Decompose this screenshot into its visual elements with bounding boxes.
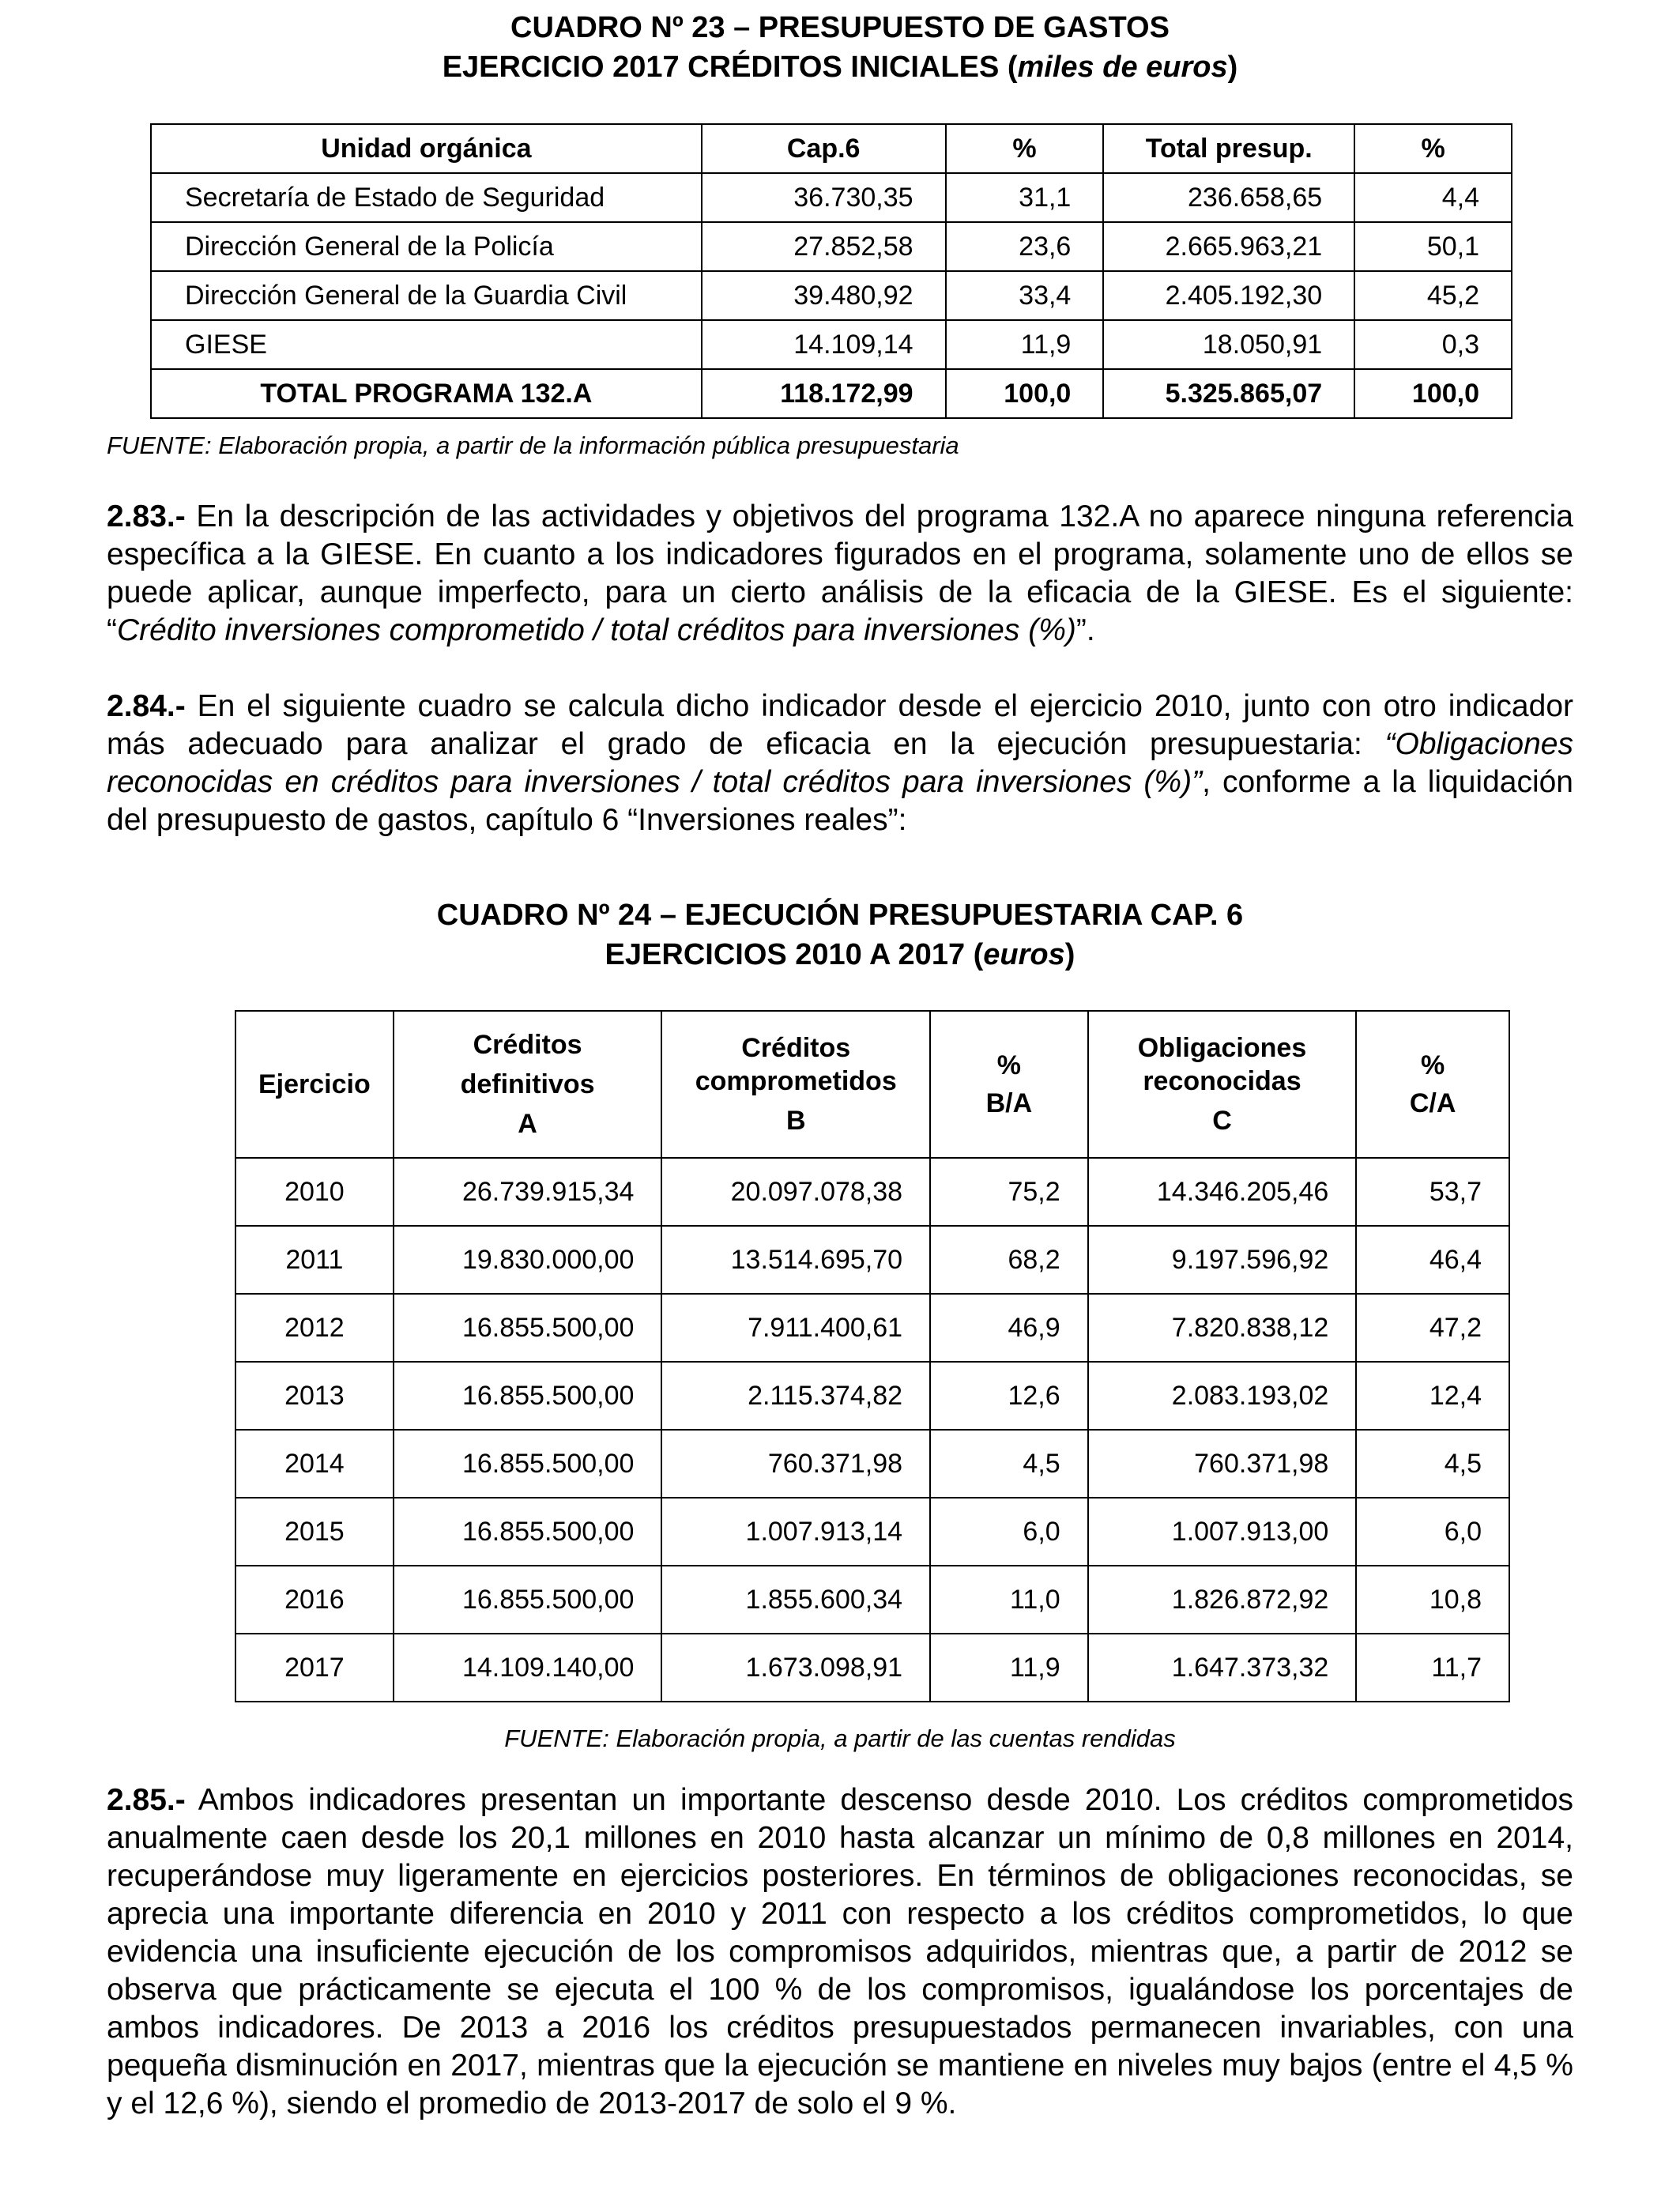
table-cell: 0,3	[1354, 320, 1512, 369]
paragraph-2-84: 2.84.- En el siguiente cuadro se calcula dicho indicador desde el ejercicio 2010, junto con otro indicador más adecuado para analizar el grado de eficacia en la ejecución presupuestaria: “Obligaciones reconocidas en créditos para inversiones / total créditos para inversiones (%)”, conforme a la liquidación del presupuesto de gastos, capítulo 6 “Inversiones reales”:	[107, 689, 1574, 837]
table-row	[235, 1158, 1509, 1226]
table-row	[151, 320, 1512, 369]
table-cell: 2012	[235, 1294, 394, 1362]
table-cell: 47,2	[1356, 1294, 1509, 1362]
table-cell: 1.647.373,32	[1088, 1634, 1357, 1702]
column-header: Obligaciones reconocidas C	[1088, 1011, 1357, 1158]
table-cell: 26.739.915,34	[394, 1158, 662, 1226]
table-cell: 5.325.865,07	[1103, 369, 1354, 418]
table-cell: Dirección General de la Policía	[151, 222, 702, 271]
table-cell: 1.855.600,34	[661, 1566, 930, 1634]
column-header: %	[946, 124, 1104, 173]
table-cell: 236.658,65	[1103, 173, 1354, 222]
table-cell: 2014	[235, 1430, 394, 1498]
table-header-row	[235, 1011, 1509, 1158]
column-header: Créditos definitivos A	[394, 1011, 662, 1158]
table-cell: 50,1	[1354, 222, 1512, 271]
paragraph-2-85: 2.85.- Ambos indicadores presentan un importante descenso desde 2010. Los créditos comprometidos anualmente caen desde los 20,1 millones en 2010 hasta alcanzar un mínimo de 0,8 millones en 2014, recuperándose muy ligeramente en ejercicios posteriores. En términos de obligaciones reconocidas, se aprecia una importante diferencia en 2010 y 2011 con respecto a los créditos comprometidos, lo que evidencia una insuficiente ejecución de los compromisos adquiridos, mientras que, a partir de 2012 se observa que prácticamente se ejecuta el 100 % de los compromisos, igualándose los porcentajes de ambos indicadores. De 2013 a 2016 los créditos presupuestados permanecen invariables, con una pequeña disminución en 2017, mientras que la ejecución se mantiene en niveles muy bajos (entre el 4,5 % y el 12,6 %), siendo el promedio de 2013-2017 de solo el 9 %.	[107, 1783, 1573, 2120]
table-cell: 7.820.838,12	[1088, 1294, 1357, 1362]
table-cell: 33,4	[946, 271, 1104, 320]
table-cell: 16.855.500,00	[394, 1430, 662, 1498]
table-cell: 11,9	[946, 320, 1104, 369]
table-cell: 1.007.913,14	[661, 1498, 930, 1566]
table-cell: 11,9	[930, 1634, 1088, 1702]
table-cell: 31,1	[946, 173, 1104, 222]
table23-title-line2: EJERCICIO 2017 CRÉDITOS INICIALES (miles de euros)	[442, 51, 1238, 84]
table-cell: 10,8	[1356, 1566, 1509, 1634]
column-header: % C/A	[1356, 1011, 1509, 1158]
table-cell: 2.115.374,82	[661, 1362, 930, 1430]
table-cell: 2.665.963,21	[1103, 222, 1354, 271]
table-cell: 11,0	[930, 1566, 1088, 1634]
table-cell: 16.855.500,00	[394, 1566, 662, 1634]
table-cell: 20.097.078,38	[661, 1158, 930, 1226]
table-cell: 12,6	[930, 1362, 1088, 1430]
table-cell: 1.007.913,00	[1088, 1498, 1357, 1566]
table-cell: 46,4	[1356, 1226, 1509, 1294]
table-cell: 2015	[235, 1498, 394, 1566]
table-cell: 2.083.193,02	[1088, 1362, 1357, 1430]
table-cell: 19.830.000,00	[394, 1226, 662, 1294]
budget-table-23	[150, 123, 1512, 419]
table-row	[151, 173, 1512, 222]
column-header: % B/A	[930, 1011, 1088, 1158]
column-header: Unidad orgánica	[151, 124, 702, 173]
table-cell: 100,0	[946, 369, 1104, 418]
table-cell: 13.514.695,70	[661, 1226, 930, 1294]
table-cell: 16.855.500,00	[394, 1362, 662, 1430]
table-cell: TOTAL PROGRAMA 132.A	[151, 369, 702, 418]
table24-title-line2: EJERCICIOS 2010 A 2017 (euros)	[605, 938, 1075, 971]
table-cell: 14.346.205,46	[1088, 1158, 1357, 1226]
table24-title-line1: CUADRO Nº 24 – EJECUCIÓN PRESUPUESTARIA CAP. 6	[436, 899, 1244, 932]
table-cell: 4,5	[1356, 1430, 1509, 1498]
table-cell: 12,4	[1356, 1362, 1509, 1430]
table-cell: 2016	[235, 1566, 394, 1634]
table-cell: 4,5	[930, 1430, 1088, 1498]
table-cell: 27.852,58	[702, 222, 946, 271]
table-cell: 118.172,99	[702, 369, 946, 418]
table-cell: 760.371,98	[661, 1430, 930, 1498]
column-header: Ejercicio	[235, 1011, 394, 1158]
table-cell: 11,7	[1356, 1634, 1509, 1702]
table-cell: 6,0	[1356, 1498, 1509, 1566]
table-cell: 100,0	[1354, 369, 1512, 418]
column-header: Créditos comprometidos B	[661, 1011, 930, 1158]
table-cell: 39.480,92	[702, 271, 946, 320]
table-cell: 75,2	[930, 1158, 1088, 1226]
table-row	[235, 1566, 1509, 1634]
table-cell: 760.371,98	[1088, 1430, 1357, 1498]
table-row	[235, 1294, 1509, 1362]
table-cell: 36.730,35	[702, 173, 946, 222]
table-cell: 14.109,14	[702, 320, 946, 369]
table-cell: 46,9	[930, 1294, 1088, 1362]
table-cell: 1.673.098,91	[661, 1634, 930, 1702]
table-cell: 16.855.500,00	[394, 1498, 662, 1566]
paragraph-2-83: 2.83.- En la descripción de las actividades y objetivos del programa 132.A no aparece ninguna referencia específica a la GIESE. En cuanto a los indicadores figurados en el programa, solamente uno de ellos se puede aplicar, aunque imperfecto, para un cierto análisis de la eficacia de la GIESE. Es el siguiente: “Crédito inversiones comprometido / total créditos para inversiones (%)”.	[107, 499, 1573, 647]
table-cell: 53,7	[1356, 1158, 1509, 1226]
table-cell: 2017	[235, 1634, 394, 1702]
table-row	[235, 1362, 1509, 1430]
column-header: Cap.6	[702, 124, 946, 173]
table-cell: 14.109.140,00	[394, 1634, 662, 1702]
table24-source-note: FUENTE: Elaboración propia, a partir de las cuentas rendidas	[504, 1725, 1176, 1752]
table-cell: 4,4	[1354, 173, 1512, 222]
table-cell: 7.911.400,61	[661, 1294, 930, 1362]
table-cell: 16.855.500,00	[394, 1294, 662, 1362]
table-row	[235, 1430, 1509, 1498]
table-cell: 45,2	[1354, 271, 1512, 320]
table-row	[235, 1226, 1509, 1294]
table-cell: Secretaría de Estado de Seguridad	[151, 173, 702, 222]
table-row	[151, 271, 1512, 320]
column-header: %	[1354, 124, 1512, 173]
table-cell: 18.050,91	[1103, 320, 1354, 369]
table-cell: GIESE	[151, 320, 702, 369]
table-row	[151, 222, 1512, 271]
table-cell: 6,0	[930, 1498, 1088, 1566]
table-row	[235, 1498, 1509, 1566]
execution-table-24	[235, 1010, 1510, 1702]
table-cell: Dirección General de la Guardia Civil	[151, 271, 702, 320]
table-cell: 9.197.596,92	[1088, 1226, 1357, 1294]
table-cell: 2011	[235, 1226, 394, 1294]
table-cell: 68,2	[930, 1226, 1088, 1294]
table-total-row	[151, 369, 1512, 418]
column-header: Total presup.	[1103, 124, 1354, 173]
table-cell: 2.405.192,30	[1103, 271, 1354, 320]
table-header-row	[151, 124, 1512, 173]
table-cell: 2013	[235, 1362, 394, 1430]
table-cell: 1.826.872,92	[1088, 1566, 1357, 1634]
table23-source-note: FUENTE: Elaboración propia, a partir de la información pública presupuestaria	[107, 432, 959, 459]
table-cell: 2010	[235, 1158, 394, 1226]
table-row	[235, 1634, 1509, 1702]
table-cell: 23,6	[946, 222, 1104, 271]
table23-title-line1: CUADRO Nº 23 – PRESUPUESTO DE GASTOS	[510, 11, 1170, 44]
